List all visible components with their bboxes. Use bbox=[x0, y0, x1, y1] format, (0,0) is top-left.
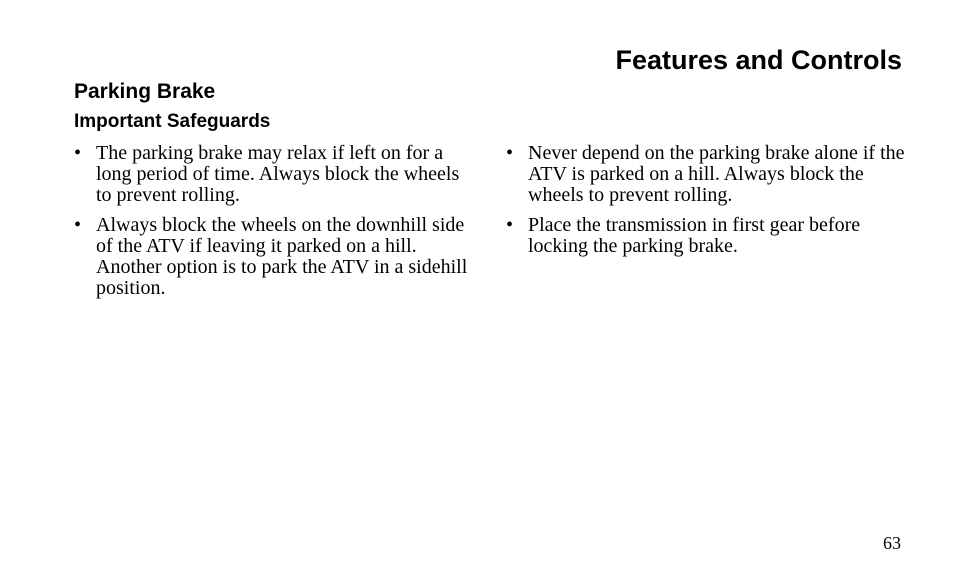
bullet-marker: • bbox=[506, 142, 514, 164]
bullet-text: The parking brake may relax if left on for a long period of time. Always block the wheels to prevent rolling. bbox=[96, 142, 460, 206]
bullet-item bbox=[74, 215, 474, 299]
subsection-heading: Important Safeguards bbox=[74, 111, 271, 132]
bullet-text: Place the transmission in first gear before locking the parking brake. bbox=[528, 214, 861, 257]
page-number: 63 bbox=[883, 533, 901, 553]
bullet-marker: • bbox=[506, 214, 514, 236]
chapter-title: Features and Controls bbox=[615, 45, 902, 75]
section-heading: Parking Brake bbox=[74, 80, 216, 103]
right-bullet-list bbox=[506, 143, 906, 266]
bullet-marker: • bbox=[74, 142, 82, 164]
bullet-text: Always block the wheels on the downhill side of the ATV if leaving it parked on a hill. Another option is to park the ATV in a sidehill position. bbox=[96, 214, 468, 299]
bullet-text: Never depend on the parking brake alone if the ATV is parked on a hill. Always block the wheels to prevent rolling. bbox=[528, 142, 905, 206]
bullet-item bbox=[74, 143, 474, 206]
left-bullet-list bbox=[74, 143, 474, 308]
bullet-item bbox=[506, 215, 906, 257]
bullet-marker: • bbox=[74, 214, 82, 236]
bullet-item bbox=[506, 143, 906, 206]
